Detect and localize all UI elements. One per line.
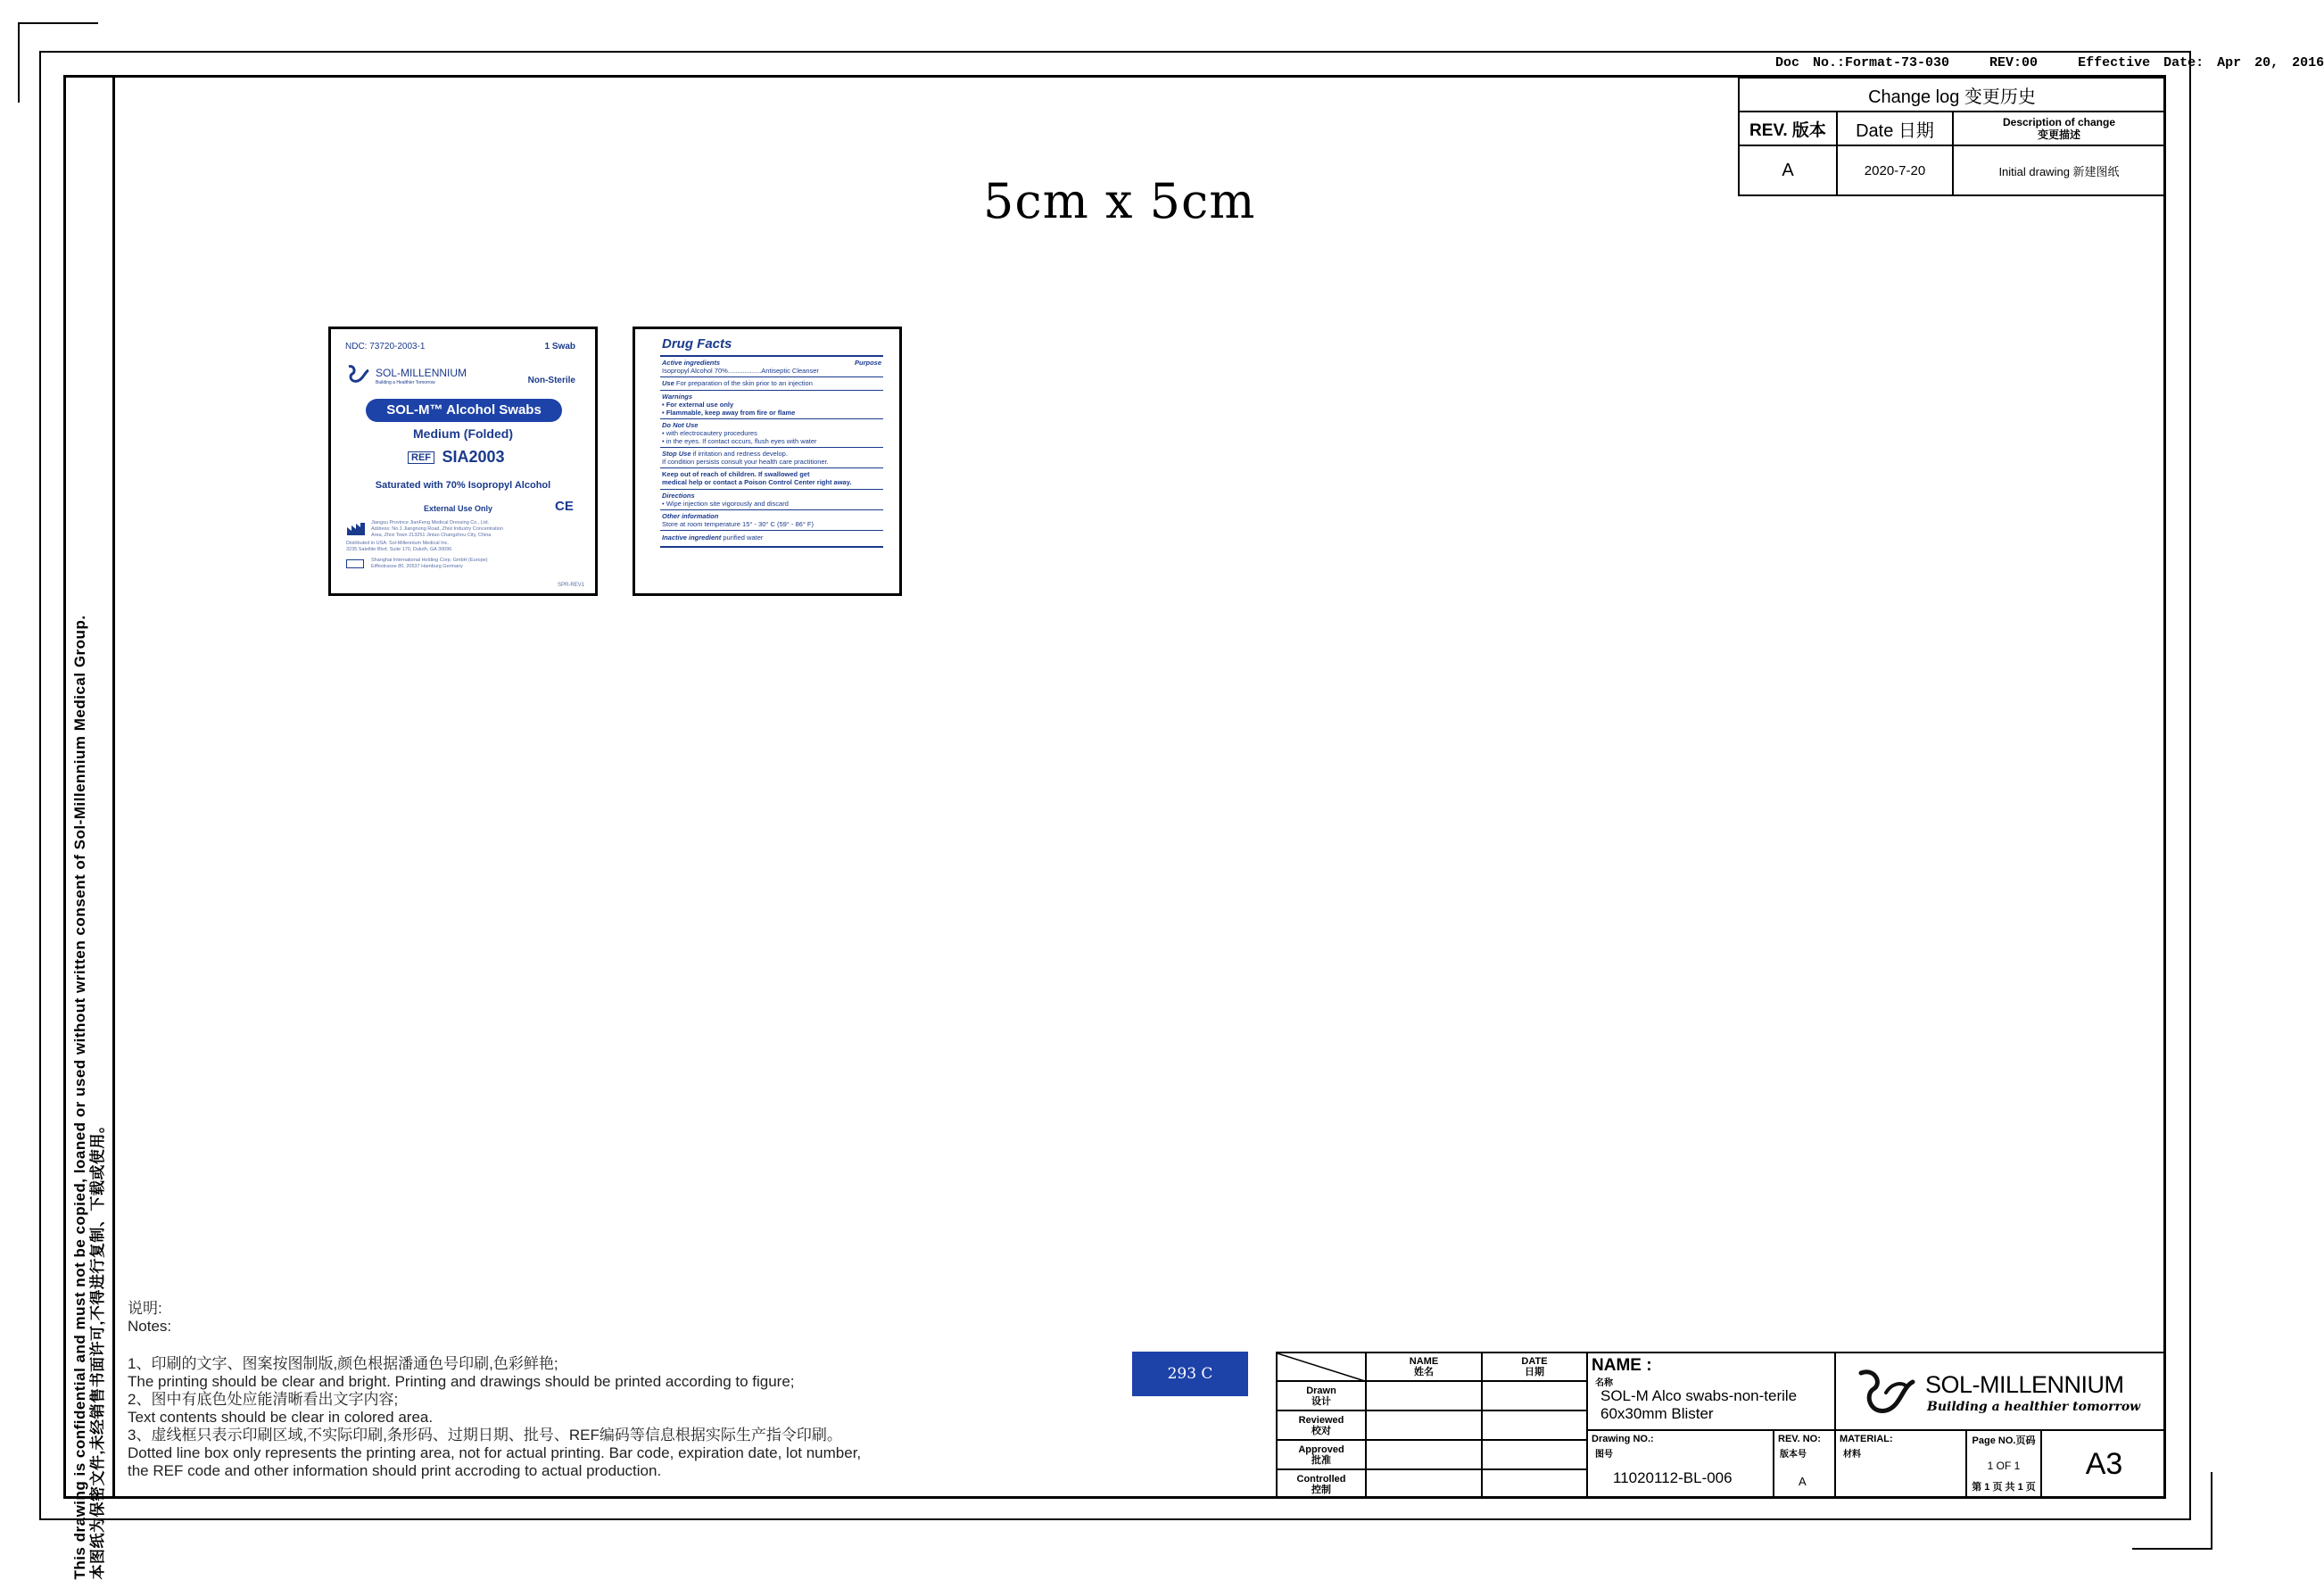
change-rev: A	[1739, 145, 1837, 195]
crop-mark	[18, 22, 20, 103]
manufacturer-icon	[346, 522, 366, 536]
drawing-inner-frame	[63, 75, 2166, 1499]
sterility: Non-Sterile	[527, 376, 575, 385]
diagonal-divider	[1278, 1353, 1365, 1381]
ec-rep-icon	[346, 559, 364, 568]
notes-heading-en: Notes:	[128, 1318, 172, 1335]
manufacturer-info: Jiangsu Province JianFeng Medical Dressing Co., Ltd. Address: No.1 Jiangnong Road, Zhixi Industry Concentration Area, Zhixi Town 213251 Jintan Changzhou City, China	[371, 520, 503, 538]
logo-wordmark: SOL-MILLENNIUM	[1925, 1371, 2124, 1398]
rule	[660, 530, 883, 531]
change-desc: Initial drawing 新建图纸	[1953, 145, 2165, 195]
notes-heading-cn: 说明:	[128, 1300, 162, 1317]
change-log-table	[1738, 77, 2166, 196]
back-label: Drug Facts Active ingredients Purpose Isopropyl Alcohol 70%..................Antiseptic Cleanser Use For preparation of the skin prior to an injection Warnings • For external use only • Flammable, keep away from fire or flame Do Not Use • with electrocautery procedures • in the eyes. If contact occurs, flush eyes with water Stop Use if irritation and redness develop. If condition persists consult your health care practitioner. Keep out of reach of children. If swallowed get medical help or contact a Poison Control Center right away. Directions • Wipe injection site vigorously and discard Other information Store at room temperature 15° - 30° C (59° - 86° F) Inactive ingredient purified water	[633, 327, 902, 596]
swab-count: 1 Swab	[544, 342, 575, 352]
col-date-header: Date 日期	[1837, 112, 1953, 145]
rule	[660, 390, 883, 391]
date-header: DATE 日期	[1521, 1356, 1548, 1377]
front-brand: SOL-MILLENNIUM	[376, 367, 467, 379]
confidential-notice: This drawing is confidential and must not be copied, loaned or used without written consent of Sol-Millennium Medical Group. 本图纸为保密文件,未经销售书面许可,不得进行复制、下载或使用。	[71, 615, 106, 1580]
sol-millennium-logo-icon	[345, 363, 370, 385]
drawn-label: Drawn 设计	[1306, 1386, 1336, 1407]
page-label: Page NO.页码	[1972, 1435, 2036, 1446]
ref-code: SIA2003	[442, 448, 505, 466]
col-desc-header: Description of change 变更描述	[1953, 112, 2165, 145]
name-label: NAME :	[1592, 1356, 1652, 1375]
name-label-cn: 名称	[1595, 1378, 1613, 1388]
notes-block: 说明: Notes: 1、印刷的文字、图案按图制版,颜色根据潘通色号印刷,色彩鲜艳; The printing should be clear and bright. Printing and drawings should be printed according to figure; 2、图中有底色处应能清晰看出文字内容; Text contents should be clear in colored area. 3、虚线框只表示印刷区域,不实际印刷,条形码、过期日期、批号、REF编码等信息根据实际生产指令印刷。 Dotted line box only represents the printing area, not for actual printing. Bar code, expiration date, lot number, the REF code and other information should print accroding to actual production.	[128, 1300, 862, 1479]
page-cn: 第 1 页 共 1 页	[1972, 1482, 2036, 1493]
doc-header	[1775, 55, 2324, 70]
reviewed-label: Reviewed 校对	[1298, 1415, 1344, 1436]
rule	[660, 447, 883, 448]
ref-symbol: REF	[408, 451, 434, 464]
controlled-label: Controlled 控制	[1296, 1474, 1346, 1495]
rule	[660, 355, 883, 357]
front-label	[328, 327, 598, 596]
rev-no-label: REV. NO:	[1778, 1434, 1821, 1444]
rule	[660, 546, 883, 548]
drawing-no-label: Drawing NO.:	[1592, 1434, 1654, 1444]
sol-millennium-logo-icon	[1856, 1366, 1918, 1419]
rule	[660, 509, 883, 510]
title-block: NAME 姓名 DATE 日期 Drawn 设计 Reviewed 校对 Approved 批准 Controlled 控制 NAME : 名称 SOL-M Alco swabs-non-terile 60x30mm Blister Drawing NO.: 图号 11020112-BL-006 REV. NO: 版本号 A MATERIAL: 材料 Page NO.页码 1 OF 1 第 1 页 共 1 页 A3 SOL-MILLENNIUM Building a healthier tomorrow	[1276, 1352, 2166, 1499]
crop-mark	[2132, 1548, 2212, 1550]
name-header: NAME 姓名	[1409, 1356, 1439, 1377]
approved-label: Approved 批准	[1298, 1444, 1344, 1466]
rule	[660, 489, 883, 490]
doc-number: Doc No.:Format-73-030	[1775, 55, 1950, 70]
rule	[660, 376, 883, 377]
doc-effective-date: Effective Date: Apr 20, 2016	[2078, 55, 2324, 70]
product-size: Medium (Folded)	[413, 426, 513, 441]
doc-rev: REV:00	[1989, 55, 2039, 70]
crop-mark	[2211, 1472, 2212, 1550]
saturation: Saturated with 70% Isopropyl Alcohol	[375, 480, 551, 491]
logo-tagline: Building a healthier tomorrow	[1927, 1400, 2141, 1414]
part-name: SOL-M Alco swabs-non-terile 60x30mm Blister	[1600, 1387, 1798, 1422]
paper-size: A3	[2085, 1446, 2123, 1481]
distributor-info: Distributed in USA: Sol-Millennium Medical Inc. 3235 Satellite Blvd. Suite 170, Duluth, GA 30096	[346, 541, 452, 552]
rule	[660, 418, 883, 419]
label-rev-code: SPR-REV1	[557, 583, 584, 588]
crop-mark	[18, 22, 98, 24]
material-label: MATERIAL:	[1840, 1434, 1893, 1444]
page-value: 1 OF 1	[1987, 1460, 2021, 1472]
drawing-number: 11020112-BL-006	[1613, 1469, 1733, 1486]
pantone-swatch: 293 C	[1132, 1352, 1248, 1396]
drug-facts-heading: Drug Facts	[662, 336, 732, 352]
front-tagline: Building a Healthier Tomorrow	[376, 380, 435, 385]
product-name: SOL-M™ Alcohol Swabs	[366, 399, 562, 422]
rule	[660, 467, 883, 468]
change-date: 2020-7-20	[1837, 145, 1953, 195]
col-rev-header: REV. 版本	[1739, 112, 1837, 145]
ref-line	[408, 448, 505, 467]
ndc-code: NDC: 73720-2003-1	[345, 342, 426, 352]
page-title: 5cm x 5cm	[983, 173, 1256, 229]
external-use: External Use Only	[424, 504, 493, 513]
change-log-title: Change log 变更历史	[1739, 78, 2165, 112]
rev-number: A	[1799, 1475, 1807, 1488]
ec-rep-info: Shanghai International Holding Corp. GmbH (Europe) Eiffestrasse 80, 20537 Hamburg Germany	[371, 558, 488, 569]
ce-mark: CE	[555, 499, 574, 514]
